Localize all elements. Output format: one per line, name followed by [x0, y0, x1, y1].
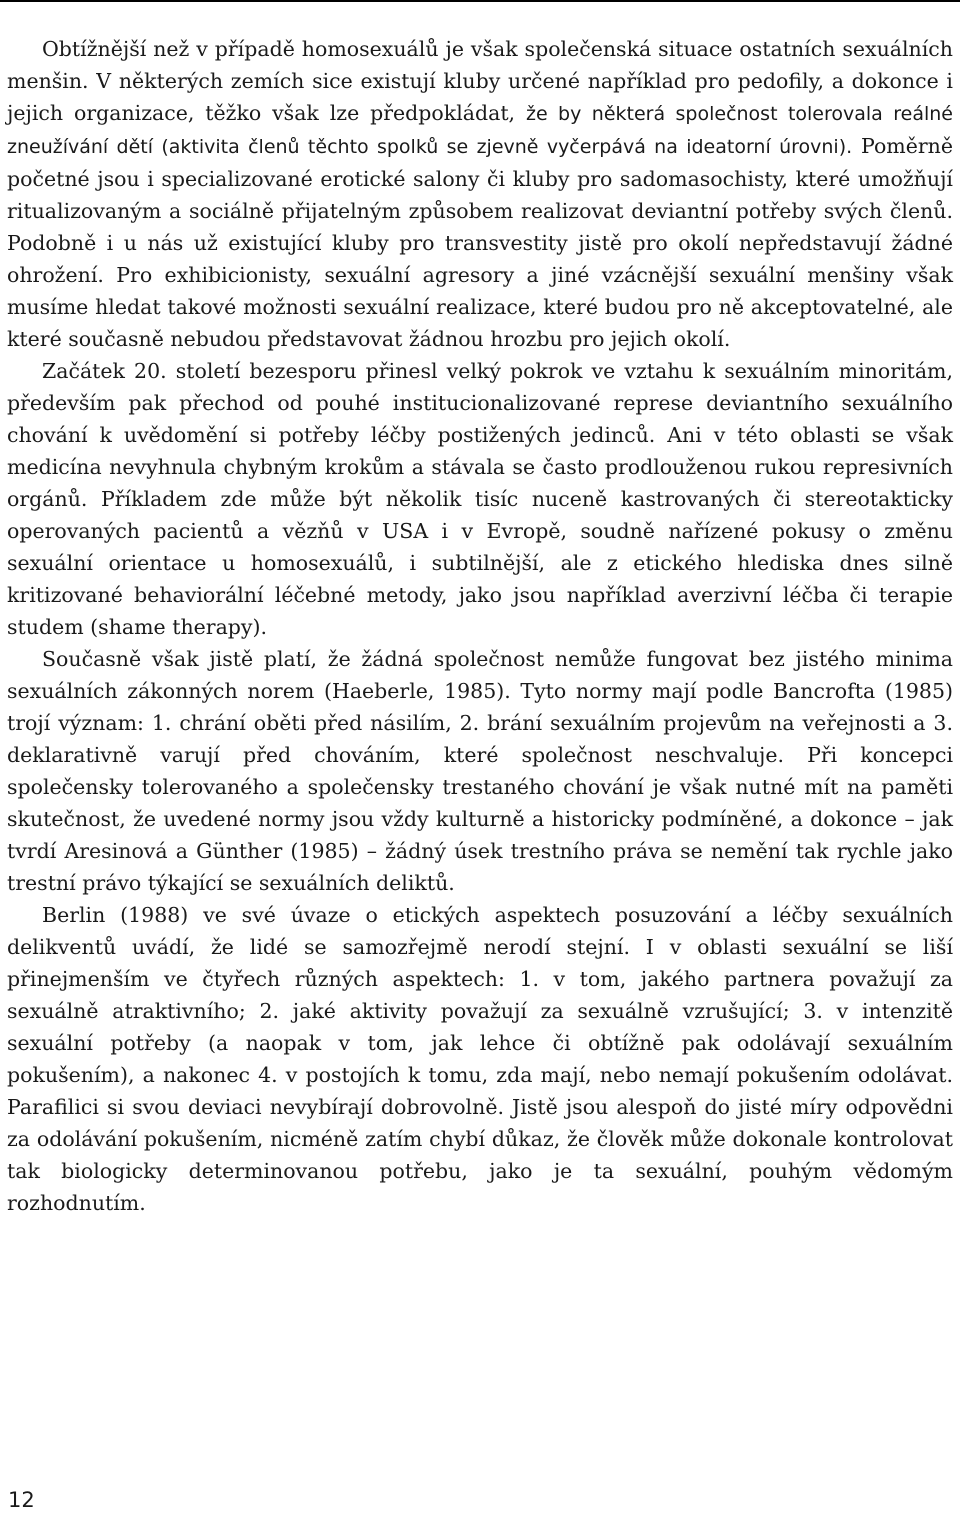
- paragraph-2: Začátek 20. století bezesporu přinesl velký pokrok ve vztahu k sexuálním minoritám, především pak přechod od pouhé institucionalizované represe deviantního sexuálního chování k uvědomění si potřeby léčby postižených jedinců. Ani v této oblasti se však medicína nevyhnula chybným krokům a stávala se často prodlouženou rukou represivních orgánů. Příkladem zde může být několik tisíc nuceně kastrovaných či stereotakticky operovaných pacientů a vězňů v USA i v Evropě, soudně nařízené pokusy o změnu sexuální orientace u homosexuálů, i subtilnější, ale z etického hlediska dnes silně kritizované behaviorální léčebné metody, jako jsou například averzivní léčba či terapie studem (shame therapy).: [7, 359, 953, 639]
- paragraph-1-sans-passage: že by některá společnost tolerovala reálné zneužívání dětí (aktivita členů těchto spolků se zjevně vyčerpává na ideatorní úrovni).: [7, 103, 953, 158]
- page-number: 12: [8, 1488, 35, 1512]
- top-rule: [0, 0, 960, 2]
- paragraph-1-end: Poměrně početné jsou i specializované erotické salony či kluby pro sadomasochisty, které umožňují ritualizovaným a sociálně přijatelným způsobem realizovat deviantní potřeby svých členů. Podobně i u nás už existující kluby pro transvestity jistě pro okolí nepředstavují žádné ohrožení. Pro exhibicionisty, sexuální agresory a jiné vzácnější sexuální menšiny však musíme hledat takové možnosti sexuální realizace, které budou pro ně akceptovatelné, ale které současně nebudou představovat žádnou hrozbu pro jejich okolí.: [7, 134, 953, 351]
- page-body: [7, 33, 953, 1219]
- paragraph-4: Berlin (1988) ve své úvaze o etických aspektech posuzování a léčby sexuálních delikventů uvádí, že lidé se samozřejmě nerodí stejní. I v oblasti sexuální se liší přinejmenším ve čtyřech různých aspektech: 1. v tom, jakého partnera považují za sexuálně atraktivního; 2. jaké aktivity považují za sexuálně vzrušující; 3. v intenzitě sexuální potřeby (a naopak v tom, jak lehce či obtížně pak odolávají sexuálním pokušením), a nakonec 4. v postojích k tomu, zda mají, nebo nemají pokušením odolávat. Parafilici si svou deviaci nevybírají dobrovolně. Jistě jsou alespoň do jisté míry odpovědni za odolávání pokušením, nicméně zatím chybí důkaz, že člověk může dokonale kontrolovat tak biologicky determinovanou potřebu, jako je ta sexuální, pouhým vědomým rozhodnutím.: [7, 903, 953, 1215]
- paragraph-3: Současně však jistě platí, že žádná společnost nemůže fungovat bez jistého minima sexuálních zákonných norem (Haeberle, 1985). Tyto normy mají podle Bancrofta (1985) trojí význam: 1. chrání oběti před násilím, 2. brání sexuálním projevům na veřejnosti a 3. deklarativně varují před chováním, které společnost neschvaluje. Při koncepci společensky tolerovaného a společensky trestaného chování je však nutné mít na paměti skutečnost, že uvedené normy jsou vždy kulturně a historicky podmíněné, a dokonce – jak tvrdí Aresinová a Günther (1985) – žádný úsek trestního práva se nemění tak rychle jako trestní právo týkající se sexuálních deliktů.: [7, 647, 953, 895]
- paragraph-1: [7, 33, 953, 355]
- paragraph-1-start: Obtížnější než v případě homosexuálů je však společenská situace ostatních sexuálních menšin. V některých zemích sice existují kluby určené například pro pedofily, a dokonce i jejich organizace, těžko však lze předpokládat,: [7, 37, 953, 125]
